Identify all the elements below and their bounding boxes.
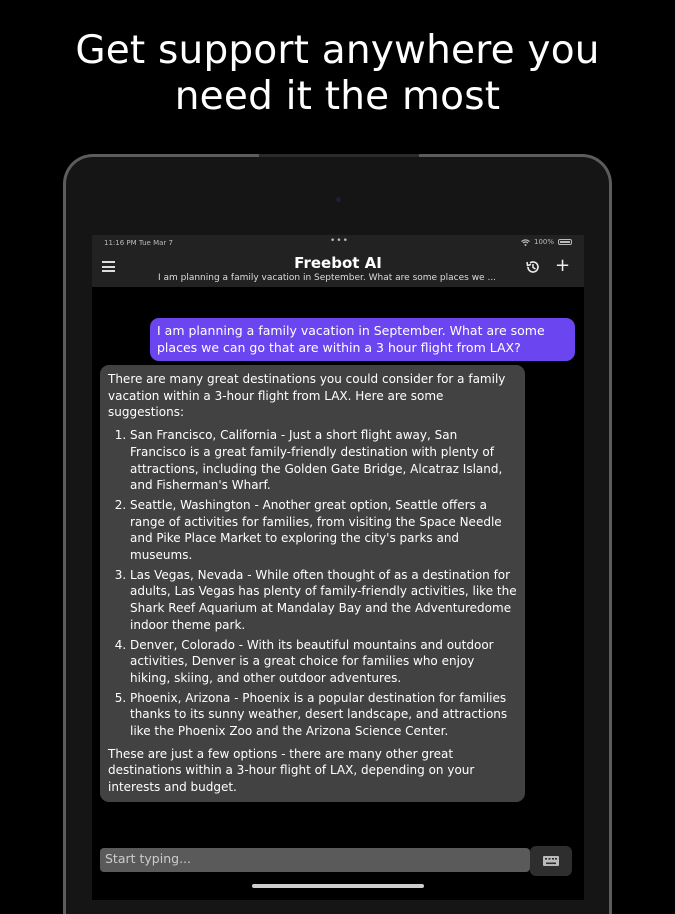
user-message-bubble: I am planning a family vacation in September. What are some places we can go that are within a 3 hour flight from LAX? [150, 318, 575, 361]
app-bar [92, 251, 584, 287]
send-icon [542, 854, 560, 868]
promo-line-2: need it the most [174, 74, 501, 119]
status-time: 11:16 PM Tue Mar 7 [104, 239, 173, 247]
home-indicator[interactable] [252, 884, 424, 888]
message-input[interactable]: Start typing... [100, 848, 530, 872]
status-bar [92, 235, 584, 251]
promo-line-1: Get support anywhere you [75, 28, 600, 73]
conversation-subtitle: I am planning a family vacation in September. What are some places we ... [157, 273, 497, 283]
wifi-icon [521, 239, 530, 246]
promo-headline [0, 28, 675, 120]
bot-message-bubble [100, 365, 525, 802]
chat-area [92, 287, 584, 847]
list-item: 1. San Francisco, California - Just a short flight away, San Francisco is a great family-friendly destination with plenty of attractions, including the Golden Gate Bridge, Alcatraz Island, and Fisherman's Wharf. [130, 427, 517, 494]
send-button[interactable] [530, 846, 572, 876]
battery-percent: 100% [533, 238, 554, 246]
tablet-top-seam [259, 154, 419, 157]
camera-dot [336, 197, 341, 202]
status-right [521, 238, 572, 246]
app-title: Freebot AI [294, 254, 382, 272]
app-screen [92, 235, 584, 900]
multitask-dots[interactable]: ••• [330, 236, 349, 246]
history-icon[interactable] [525, 259, 541, 275]
list-item: 3. Las Vegas, Nevada - While often thought of as a destination for adults, Las Vegas has plenty of family-friendly activities, like the Shark Reef Aquarium at Mandalay Bay and the Adventuredome indoor theme park. [130, 567, 517, 634]
bot-outro-text: These are just a few options - there are many other great destinations within a 3-hour flight of LAX, depending on your interests and budget. [108, 746, 475, 795]
bot-intro-text: There are many great destinations you could consider for a family vacation within a 3-hour flight from LAX. Here are some suggestions: [108, 372, 506, 420]
battery-icon [558, 239, 572, 245]
list-item: 2. Seattle, Washington - Another great option, Seattle offers a range of activities for families, from visiting the Space Needle and Pike Place Market to exploring the city's parks and museums. [130, 497, 517, 564]
list-item: 5. Phoenix, Arizona - Phoenix is a popular destination for families thanks to its sunny weather, desert landscape, and attractions like the Phoenix Zoo and the Arizona Science Center. [130, 690, 517, 740]
bot-suggestion-list [108, 427, 517, 740]
new-chat-plus-icon[interactable]: + [555, 255, 571, 276]
list-item: 4. Denver, Colorado - With its beautiful mountains and outdoor activities, Denver is a great choice for families who enjoy hiking, skiing, and other outdoor adventures. [130, 637, 517, 687]
